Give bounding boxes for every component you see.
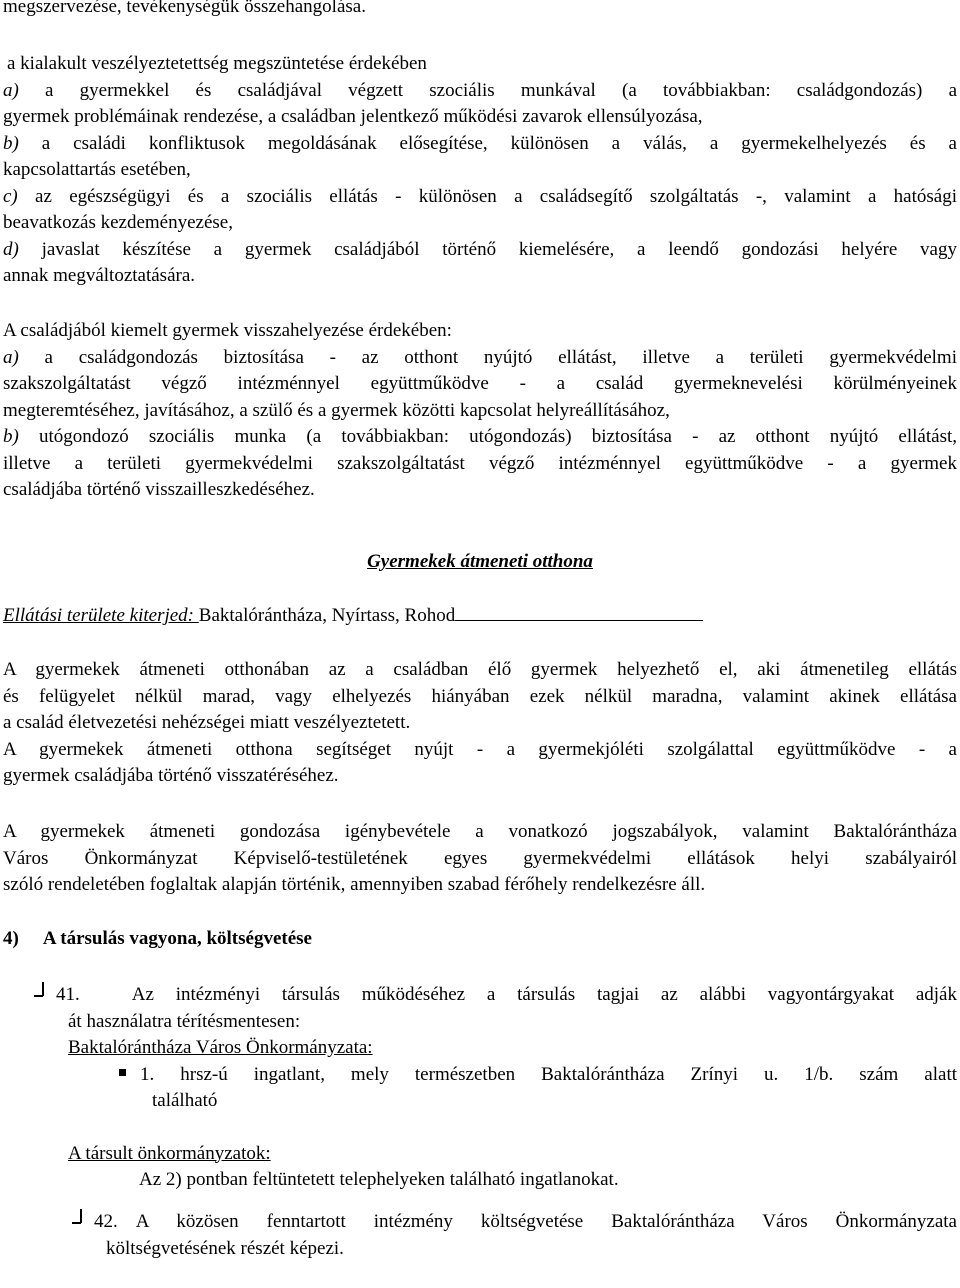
item-42 bbox=[72, 1209, 957, 1262]
item-label: d) bbox=[3, 238, 19, 260]
text-line: A gyermekek átmeneti otthona segítséget nyújt - a gyermekjóléti szolgálattal együttműködve - a bbox=[3, 738, 957, 760]
blank-underline bbox=[455, 604, 703, 621]
text-line: Az 2) pontban feltüntetett telephelyeken található ingatlanokat. bbox=[139, 1169, 619, 1190]
item-text: A közösen fenntartott intézmény költségvetése Baktalórántháza Város Önkormányzata bbox=[135, 1211, 957, 1232]
top-block bbox=[3, 0, 957, 21]
item-label: b) bbox=[3, 426, 19, 447]
section-number: 4) bbox=[3, 928, 19, 949]
owner-label: Baktalórántháza Város Önkormányzata: bbox=[68, 1037, 373, 1058]
paragraph-heading: a kialakult veszélyeztetettség megszüntetése érdekében bbox=[7, 53, 427, 74]
item-number: 41. bbox=[56, 984, 80, 1005]
paragraph-heading: A családjából kiemelt gyermek visszahelyezése érdekében: bbox=[3, 320, 452, 341]
text-line: a család életvezetési nehézségei miatt veszélyeztetett. bbox=[3, 712, 411, 733]
text-line: illetve a területi gyermekvédelmi szakszolgáltatást végző intézménnyel együttműködve - a gyermek bbox=[3, 452, 957, 474]
item-41-first-line bbox=[34, 982, 957, 1009]
list-item-d bbox=[3, 237, 957, 264]
text-line: A gyermekek átmeneti gondozása igénybevétele a vonatkozó jogszabályok, valamint Baktalórántháza bbox=[3, 821, 957, 842]
revision-mark-icon bbox=[72, 1209, 84, 1225]
section-title: Gyermekek átmeneti otthona bbox=[367, 551, 593, 572]
item-42-first-line bbox=[72, 1209, 957, 1236]
bullet-icon bbox=[119, 1069, 126, 1076]
text-line: és felügyelet nélkül marad, vagy elhelyezés hiányában ezek nélkül maradna, valamint akinek ellátása bbox=[3, 685, 957, 707]
text-line: található bbox=[152, 1090, 218, 1111]
text-line: megteremtéséhez, javításához, a szülő és a gyermek közötti kapcsolat helyreállításához, bbox=[3, 399, 670, 421]
veszely-block bbox=[3, 51, 957, 290]
section-4-heading bbox=[3, 926, 957, 953]
home-paragraph-3 bbox=[3, 819, 957, 899]
list-item-b bbox=[3, 424, 957, 451]
text-line: költségvetésének részét képezi. bbox=[106, 1237, 344, 1259]
item-text: Az intézményi társulás működéséhez a társulás tagjai az alábbi vagyontárgyakat adják bbox=[131, 984, 957, 1005]
text-line: megszervezése, tevékenységük összehangolása. bbox=[3, 0, 366, 17]
item-text: javaslat készítése a gyermek családjából történő kiemelésére, a leendő gondozási helyére vagy bbox=[18, 238, 957, 260]
section-title-wrap bbox=[3, 549, 957, 576]
item-text: a családgondozás biztosítása - az otthont nyújtó ellátást, illetve a területi gyermekvédelmi bbox=[18, 346, 957, 368]
text-line: családjába történő visszailleszkedéséhez. bbox=[3, 479, 315, 500]
item-label: a) bbox=[3, 79, 19, 101]
text-line: gyermek problémáinak rendezése, a családban jelentkező működési zavarok ellensúlyozása, bbox=[3, 106, 703, 127]
item-label: a) bbox=[3, 346, 19, 368]
text-line: gyermek családjába történő visszatéréséhez. bbox=[3, 765, 339, 786]
bullet-item bbox=[34, 1062, 957, 1089]
text-line: beavatkozás kezdeményezése, bbox=[3, 212, 233, 233]
text-line: át használatra térítésmentesen: bbox=[68, 1010, 301, 1032]
section-heading-text: A társulás vagyona, költségvetése bbox=[42, 928, 312, 949]
item-text: az egészségügyi és a szociális ellátás - különösen a családsegítő szolgáltatás -, valamint a hatósági bbox=[17, 185, 957, 207]
service-area bbox=[3, 603, 957, 630]
item-text: a családi konfliktusok megoldásának elősegítése, különösen a válás, a gyermekelhelyezés és a bbox=[18, 132, 957, 154]
text-line: szakszolgáltatást végző intézménnyel együttműködve - a család gyermeknevelési körülményeinek bbox=[3, 373, 957, 394]
service-area-value: Baktalórántháza, Nyírtass, Rohod bbox=[198, 605, 456, 626]
revision-mark-icon bbox=[34, 982, 46, 998]
text-line: szóló rendeletében foglaltak alapján történik, amennyiben szabad férőhely rendelkezésre áll. bbox=[3, 874, 706, 895]
item-label: c) bbox=[3, 185, 18, 207]
text-line: kapcsolattartás esetében, bbox=[3, 159, 191, 180]
item-label: b) bbox=[3, 132, 19, 154]
item-text: utógondozó szociális munka (a továbbiakban: utógondozás) biztosítása - az otthont nyújtó ellátást, bbox=[18, 426, 957, 447]
text-line: A gyermekek átmeneti otthonában az a családban élő gyermek helyezhető el, aki átmenetileg ellátás bbox=[3, 659, 957, 680]
list-item-b bbox=[3, 131, 957, 158]
home-paragraph-1 bbox=[3, 657, 957, 790]
list-item-c bbox=[3, 184, 957, 211]
owner-label: A társult önkormányzatok: bbox=[68, 1142, 271, 1164]
list-item-a bbox=[3, 78, 957, 105]
bullet-text: 1. hrsz-ú ingatlant, mely természetben Baktalórántháza Zrínyi u. 1/b. szám alatt bbox=[140, 1063, 957, 1085]
text-line: Város Önkormányzat Képviselő-testületének egyes gyermekvédelmi ellátások helyi szabályairól bbox=[3, 847, 957, 869]
item-text: a gyermekkel és családjával végzett szociális munkával (a továbbiakban: családgondozás) a bbox=[18, 79, 957, 101]
text-line: annak megváltoztatására. bbox=[3, 265, 196, 286]
service-area-label: Ellátási területe kiterjed: bbox=[3, 605, 199, 626]
reintegration-block bbox=[3, 318, 957, 504]
item-41 bbox=[34, 982, 957, 1194]
list-item-a bbox=[3, 345, 957, 372]
item-number: 42. bbox=[94, 1211, 118, 1232]
